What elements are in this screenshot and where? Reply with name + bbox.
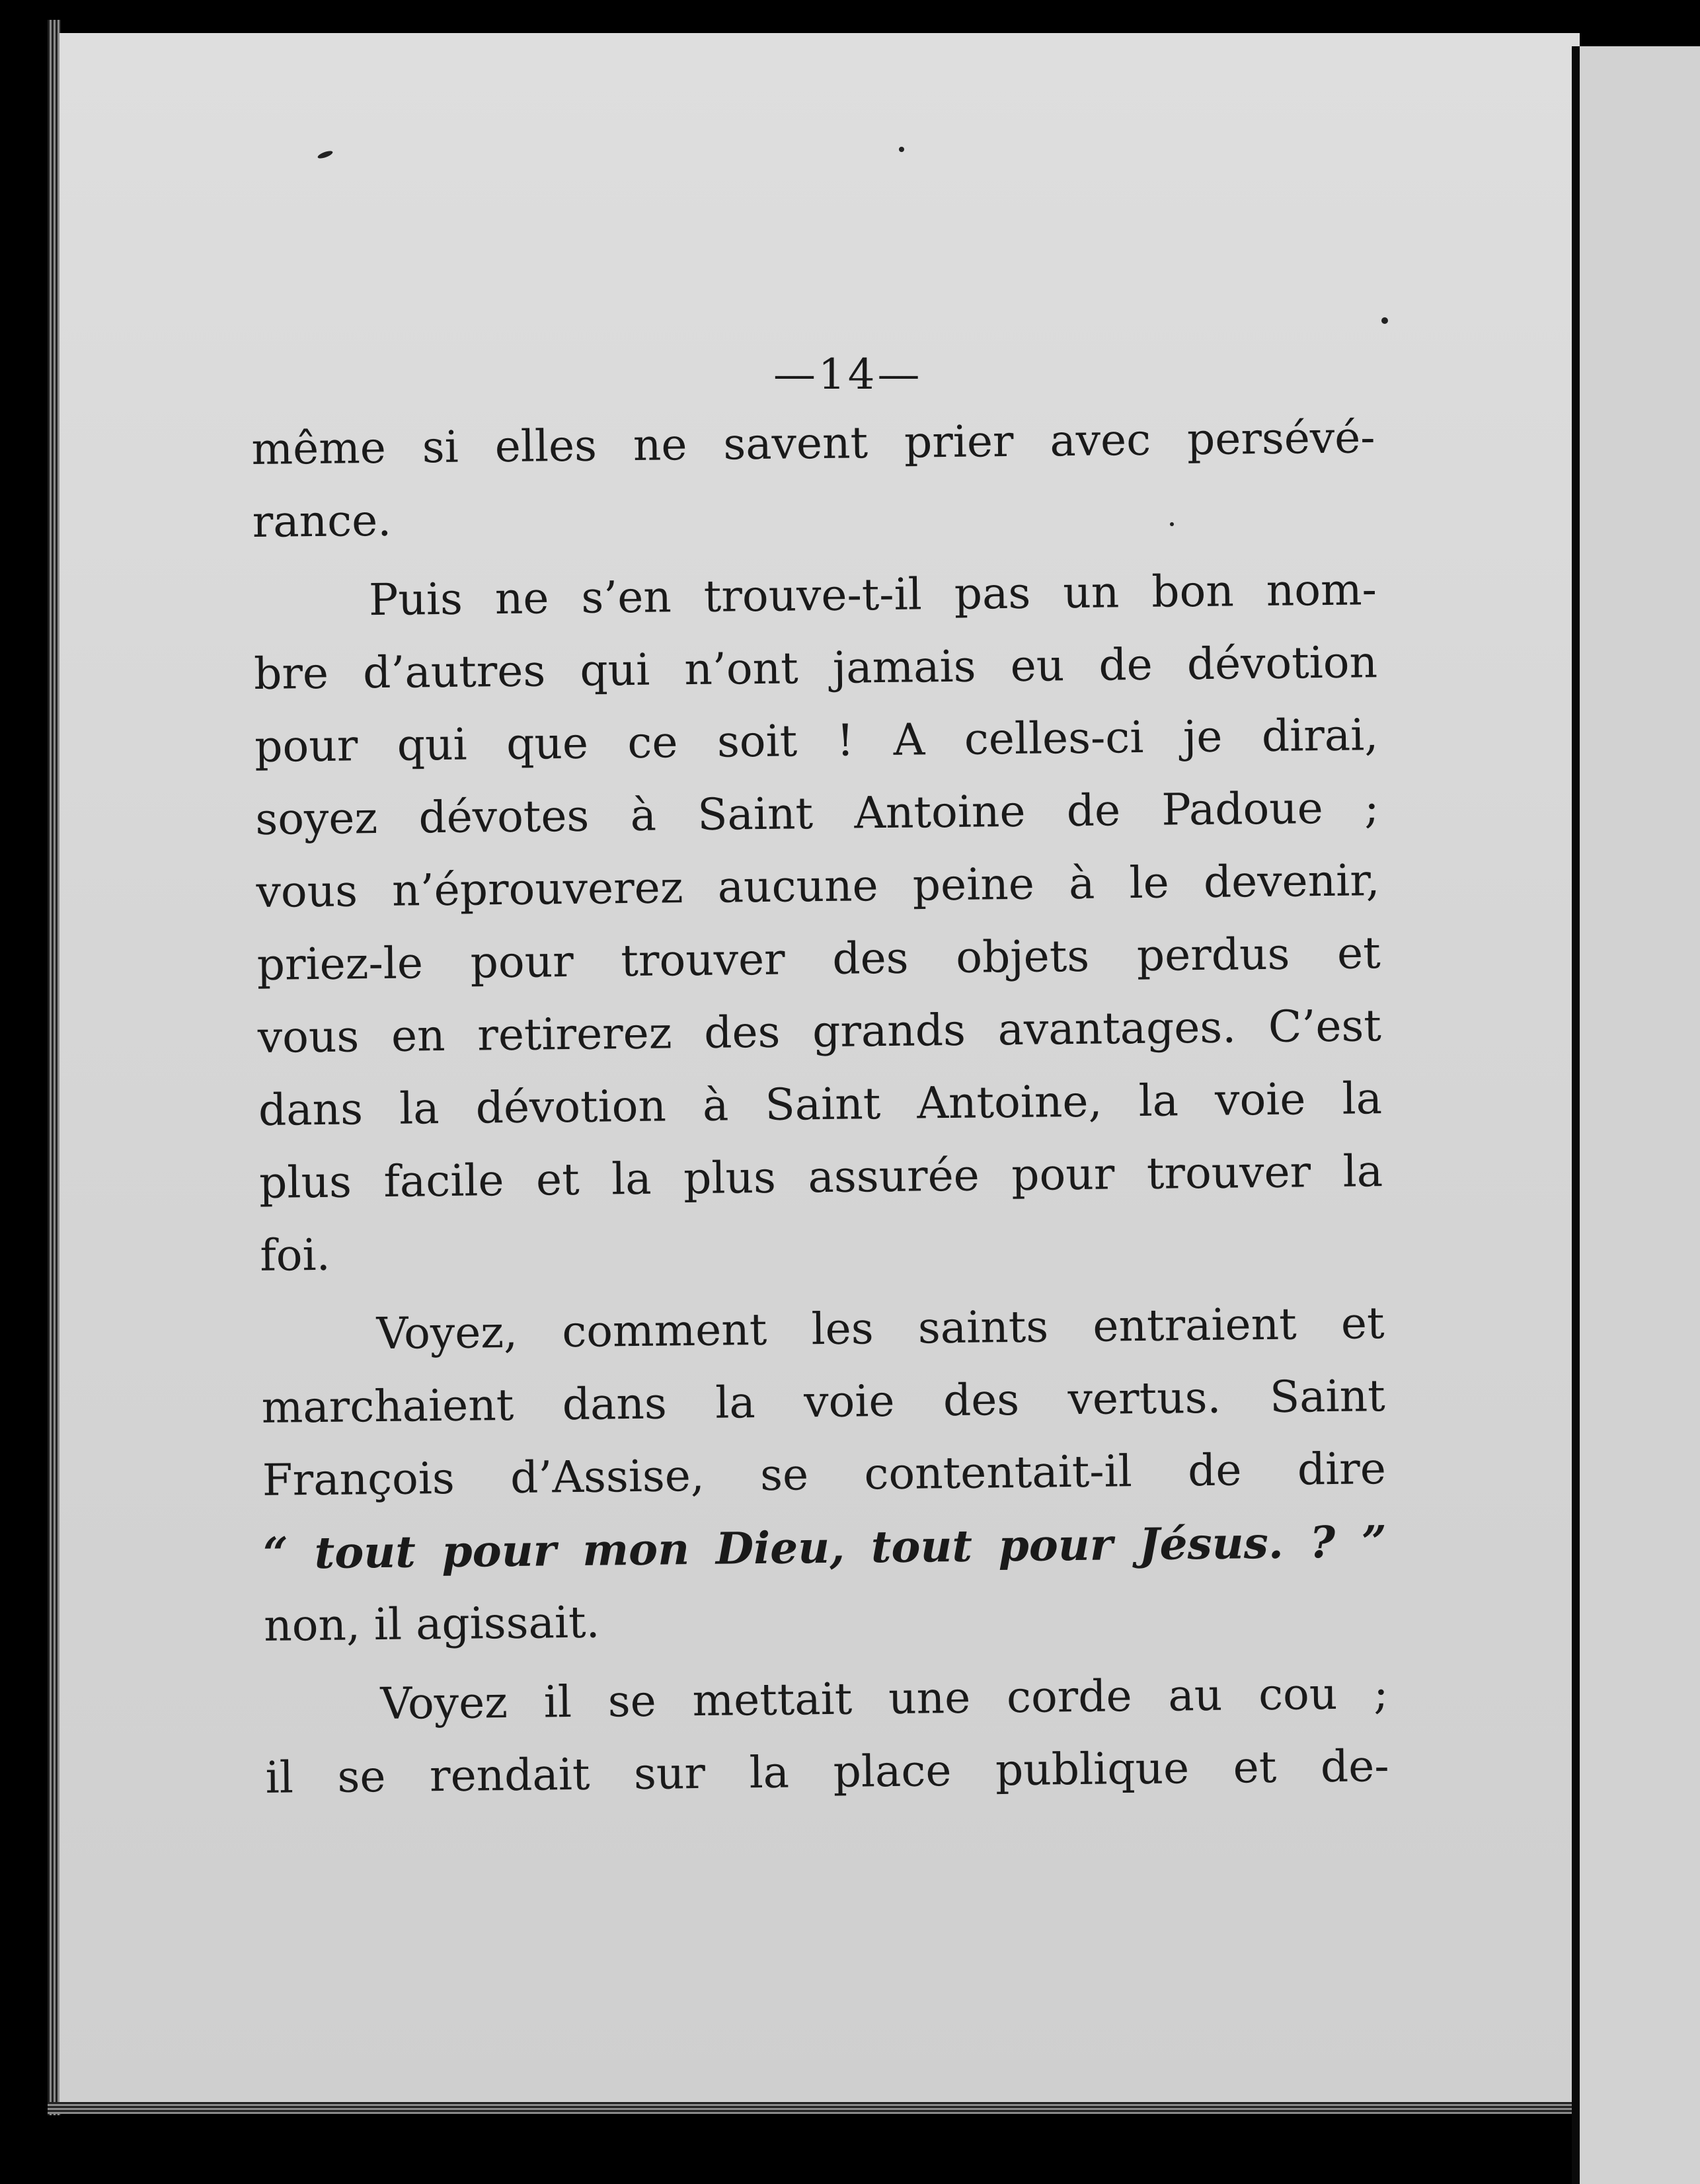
text-line: Voyez, comment les saints entraient et xyxy=(376,1298,1385,1360)
text-line: foi. xyxy=(259,1229,331,1281)
text-line: vous en retirerez des grands avantages. C’est xyxy=(257,1000,1382,1063)
ink-speck xyxy=(317,149,333,160)
text-line: il se rendait sur la place publique et de- xyxy=(265,1740,1389,1803)
text-line: vous n’éprouverez aucune peine à le devenir, xyxy=(256,855,1380,917)
adjacent-page-edge xyxy=(1580,46,1700,2184)
page-number: —14— xyxy=(773,350,923,399)
quotation-line: “ tout pour mon Dieu, tout pour Jésus. ? ” xyxy=(262,1516,1387,1579)
text-line: marchaient dans la voie des vertus. Saint xyxy=(261,1370,1386,1433)
ink-speck xyxy=(1381,317,1388,324)
text-line: François d’Assise, se contentait-il de dire xyxy=(262,1443,1387,1506)
text-line: bre d’autres qui n’ont jamais eu de dévotion xyxy=(253,637,1378,699)
text-line: dans la dévotion à Saint Antoine, la voie la xyxy=(258,1073,1383,1136)
text-line: rance. xyxy=(252,494,392,547)
paragraph-2 xyxy=(252,553,1383,1292)
body-text xyxy=(251,401,1389,1821)
text-line: Voyez il se mettait une corde au cou ; xyxy=(380,1668,1389,1730)
text-line: pour qui que ce soit ! A celles-ci je dirai, xyxy=(254,709,1379,772)
text-line: priez-le pour trouver des objets perdus et xyxy=(256,927,1381,990)
page-stack-left-edge xyxy=(48,20,61,2115)
paragraph-1 xyxy=(251,401,1376,559)
text-line: non, il agissait. xyxy=(263,1596,600,1651)
paragraph-4 xyxy=(264,1657,1389,1814)
text-line: plus facile et la plus assurée pour trouver la xyxy=(258,1146,1383,1208)
text-line: Puis ne s’en trouve-t-il pas un bon nom- xyxy=(368,564,1377,626)
text-line: même si elles ne savent prier avec persévé- xyxy=(251,412,1375,475)
paragraph-3 xyxy=(260,1287,1388,1662)
ink-speck xyxy=(899,147,904,152)
text-line: soyez dévotes à Saint Antoine de Padoue ; xyxy=(255,782,1379,845)
page-stack-bottom-edge xyxy=(48,2102,1580,2114)
